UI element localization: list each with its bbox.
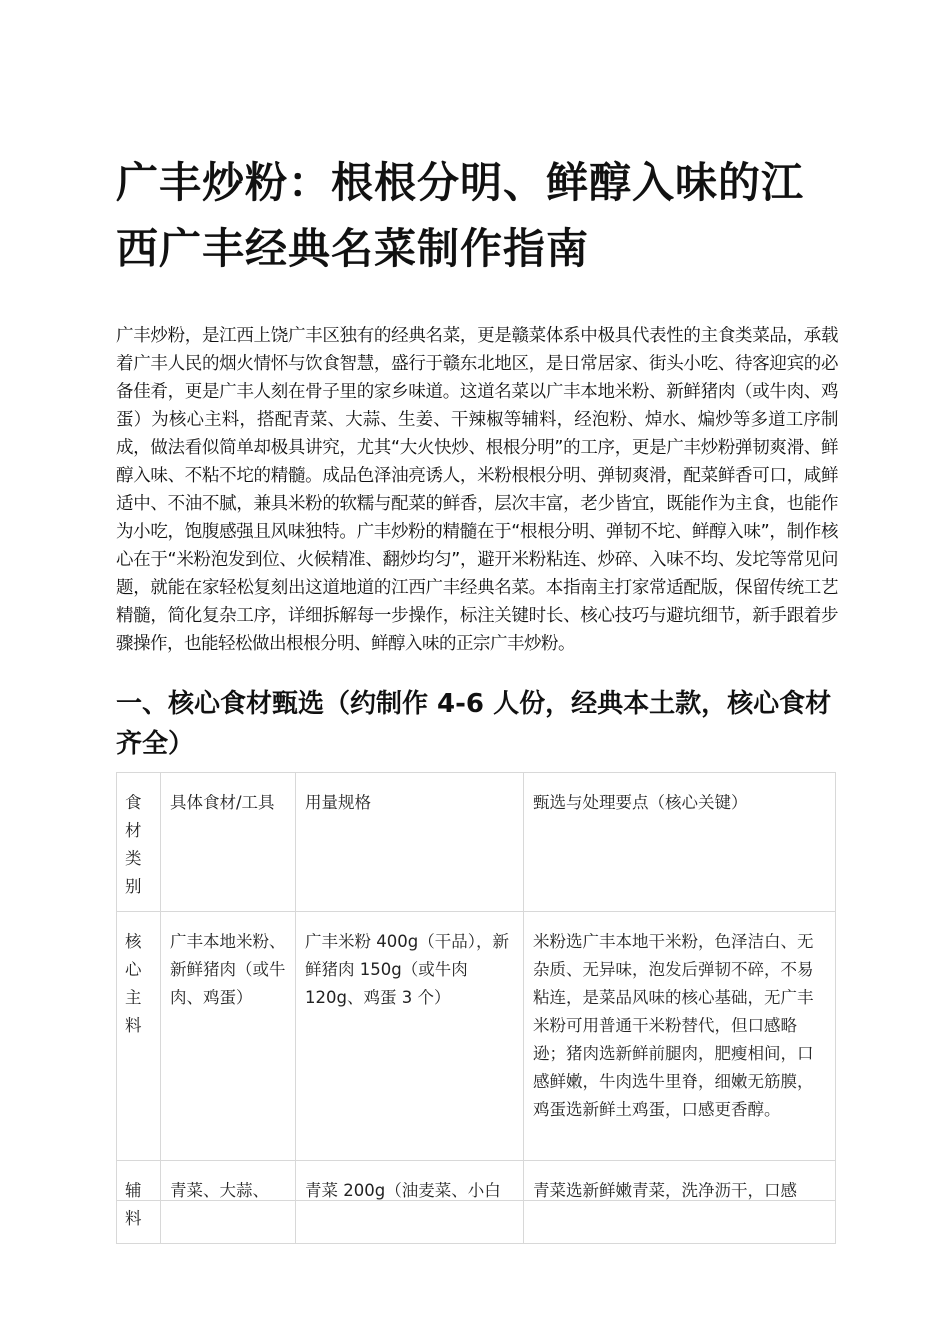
ingredients-table-container [116,772,835,1228]
table-cell-items: 广丰本地米粉、新鲜猪肉（或牛肉、鸡蛋） [161,912,296,1161]
table-cell-notes: 米粉选广丰本地干米粉，色泽洁白、无杂质、无异味，泡发后弹韧不碎，不易粘连，是菜品风味的核心基础，无广丰米粉可用普通干米粉替代，但口感略逊；猪肉选新鲜前腿肉，肥瘦相间，口感鲜嫩，牛肉选牛里脊，细嫩无筋膜，鸡蛋选新鲜土鸡蛋，口感更香醇。 [524,912,836,1161]
table-row [117,1161,836,1244]
table-cell-category: 辅料 [117,1161,161,1244]
page-title: 广丰炒粉：根根分明、鲜醇入味的江西广丰经典名菜制作指南 [116,158,805,273]
table-cell-notes: 青菜选新鲜嫩青菜，洗净沥干，口感 [524,1161,836,1244]
table-header-row [117,773,836,912]
intro-paragraph: 广丰炒粉，是江西上饶广丰区独有的经典名菜，更是赣菜体系中极具代表性的主食类菜品，承载着广丰人民的烟火情怀与饮食智慧，盛行于赣东北地区，是日常居家、街头小吃、待客迎宾的必备佳肴，更是广丰人刻在骨子里的家乡味道。这道名菜以广丰本地米粉、新鲜猪肉（或牛肉、鸡蛋）为核心主料，搭配青菜、大蒜、生姜、干辣椒等辅料，经泡粉、焯水、煸炒等多道工序制成，做法看似简单却极具讲究，尤其“大火快炒、根根分明”的工序，更是广丰炒粉弹韧爽滑、鲜醇入味、不粘不坨的精髓。成品色泽油亮诱人，米粉根根分明、弹韧爽滑，配菜鲜香可口，咸鲜适中、不油不腻，兼具米粉的软糯与配菜的鲜香，层次丰富，老少皆宜，既能作为主食，也能作为小吃，饱腹感强且风味独特。广丰炒粉的精髓在于“根根分明、弹韧不坨、鲜醇入味”，制作核心在于“米粉泡发到位、火候精准、翻炒均匀”，避开米粉粘连、炒碎、入味不均、发坨等常见问题，就能在家轻松复刻出这道地道的江西广丰经典名菜。本指南主打家常适配版，保留传统工艺精髓，简化复杂工序，详细拆解每一步操作，标注关键时长、核心技巧与避坑细节，新手跟着步骤操作，也能轻松做出根根分明、鲜醇入味的正宗广丰炒粉。 [116,326,838,654]
table-cell-amount: 青菜 200g（油麦菜、小白 [296,1161,524,1244]
table-cell-amount: 广丰米粉 400g（干品），新鲜猪肉 150g（或牛肉 120g、鸡蛋 3 个） [296,912,524,1161]
table-header-cell: 甄选与处理要点（核心关键） [524,773,836,912]
ingredients-table [116,772,836,1244]
table-cell-category: 核心主料 [117,912,161,1161]
table-cell-items: 青菜、大蒜、 [161,1161,296,1244]
table-header-cell: 食材类别 [117,773,161,912]
table-header-cell: 用量规格 [296,773,524,912]
table-row [117,912,836,1161]
section-heading: 一、核心食材甄选（约制作 4-6 人份，经典本土款，核心食材齐全） [116,689,832,759]
table-header-cell: 具体食材/工具 [161,773,296,912]
